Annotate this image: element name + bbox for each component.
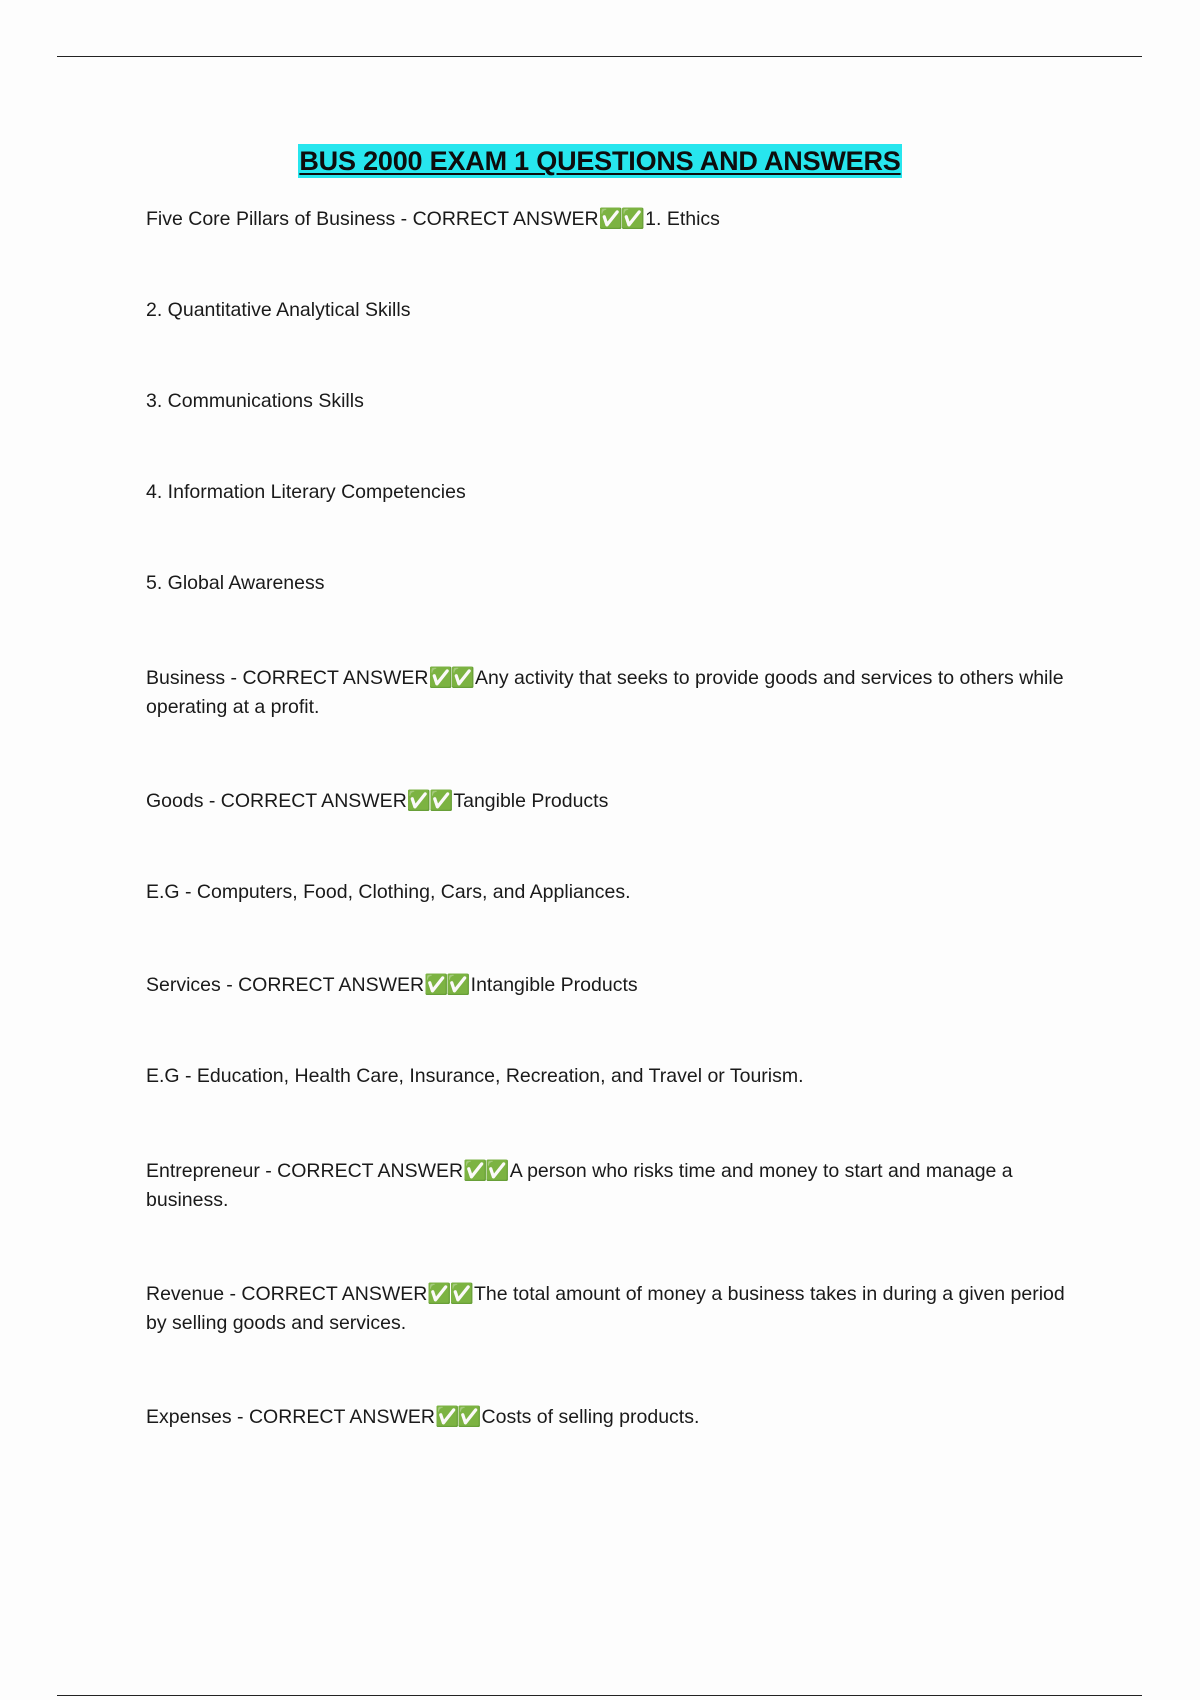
footer-rule — [57, 1695, 1142, 1696]
double-check-icon: ✅✅ — [428, 667, 474, 689]
qa-item-services — [146, 971, 1076, 1000]
list-item: 5. Global Awareness — [146, 572, 325, 594]
double-check-icon: ✅✅ — [427, 1283, 472, 1305]
term-label: Expenses - CORRECT ANSWER — [146, 1406, 435, 1428]
double-check-icon: ✅✅ — [598, 208, 644, 230]
term-label: Entrepreneur - CORRECT ANSWER — [146, 1160, 464, 1182]
list-item: 2. Quantitative Analytical Skills — [146, 299, 411, 321]
qa-item-expenses — [146, 1403, 1076, 1432]
list-item: 4. Information Literary Competencies — [146, 481, 466, 503]
answer-text: The total amount of money a business takes in during a given period by selling goods and services. — [146, 1283, 1065, 1334]
answer-text: Costs of selling products. — [481, 1406, 700, 1428]
document-title: BUS 2000 EXAM 1 QUESTIONS AND ANSWERS — [299, 146, 901, 176]
qa-item-goods — [146, 787, 1076, 816]
term-label: Five Core Pillars of Business - CORRECT ANSWER — [146, 208, 599, 230]
double-check-icon: ✅✅ — [406, 790, 452, 812]
answer-text: Any activity that seeks to provide goods and services to others while operating at a profit. — [146, 667, 1064, 718]
term-label: Revenue - CORRECT ANSWER — [146, 1283, 428, 1305]
answer-text: Tangible Products — [453, 790, 609, 812]
header-rule — [57, 56, 1142, 57]
qa-item-five-core-pillars — [146, 205, 1076, 234]
term-label: Services - CORRECT ANSWER — [146, 974, 425, 996]
qa-item-business — [146, 664, 1076, 722]
double-check-icon: ✅✅ — [424, 974, 469, 996]
list-item: 3. Communications Skills — [146, 390, 364, 412]
list-item: E.G - Computers, Food, Clothing, Cars, and Appliances. — [146, 881, 631, 903]
title-container — [0, 144, 1200, 178]
qa-item-entrepreneur — [146, 1157, 1076, 1215]
answer-text: A person who risks time and money to start and manage a business. — [146, 1160, 1013, 1211]
answer-text: 1. Ethics — [645, 208, 720, 230]
term-label: Goods - CORRECT ANSWER — [146, 790, 407, 812]
double-check-icon: ✅✅ — [463, 1160, 508, 1182]
list-item: E.G - Education, Health Care, Insurance, Recreation, and Travel or Tourism. — [146, 1065, 804, 1087]
qa-item-revenue — [146, 1280, 1076, 1338]
double-check-icon: ✅✅ — [434, 1406, 480, 1428]
answer-text: Intangible Products — [470, 974, 638, 996]
term-label: Business - CORRECT ANSWER — [146, 667, 429, 689]
